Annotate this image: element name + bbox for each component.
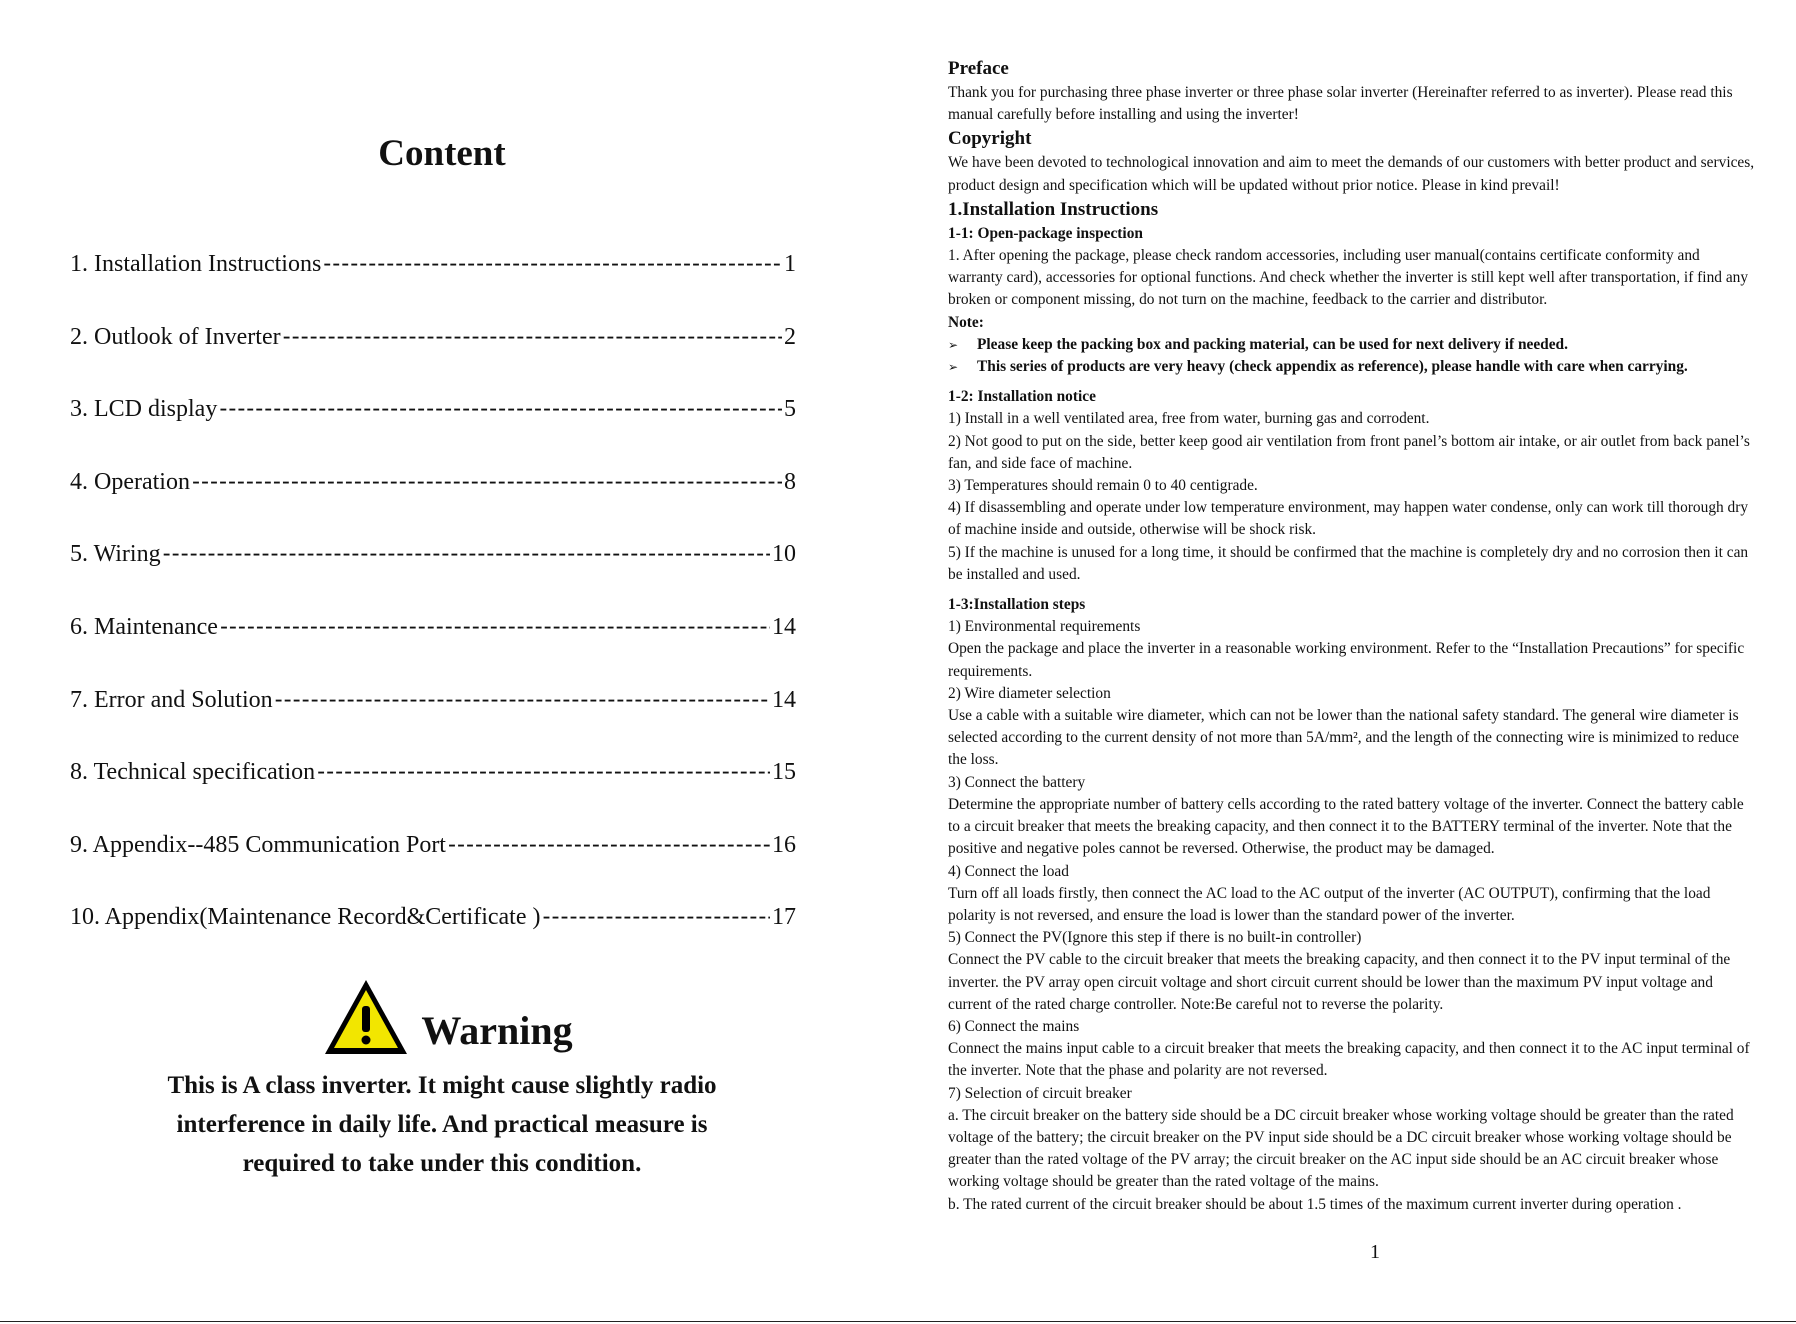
toc-leader [283,323,782,351]
step-item: b. The rated current of the circuit breaker should be about 1.5 times of the maximum current inverter during operation . [948,1195,1682,1213]
toc-entry-page: 16 [772,831,796,858]
open-package-heading: 1-1: Open-package inspection [948,224,1143,242]
step-item: 1) Environmental requirements [948,618,1141,636]
notice-item: 4) If disassembling and operate under low temperature environment, may happen water condense, only can work till thorough dry of machine inside and outside, otherwise will be shock risk. [948,499,1749,539]
spacer [948,378,1758,386]
manual-body [948,56,1758,1216]
toc-entry-label: 1. Installation Instructions [70,251,322,277]
toc-entry[interactable] [70,903,796,976]
copyright-heading: Copyright [948,128,1032,150]
step-item: Connect the mains input cable to a circuit breaker that meets the breaking capacity, and then connect it to the AC input terminal of the inverter. Note that the phase and polarity are not reversed. [948,1040,1750,1080]
step-item: Determine the appropriate number of battery cells according to the rated battery voltage of the inverter. Connect the battery cable to a circuit breaker that meets the breaking capacity, and then connect it to the BATTERY terminal of the inverter. Note that the positive and negative poles cannot be reversed. Otherwise, the product may be damaged. [948,795,1744,858]
toc-entry[interactable] [70,831,796,904]
note-text: Please keep the packing box and packing material, can be used for next delivery if needed. [977,335,1568,353]
toc-entry-label: 5. Wiring [70,541,161,568]
step-item: 4) Connect the load [948,862,1069,880]
note-item [948,334,1758,356]
toc-entry-page: 8 [784,468,796,495]
preface-text: Thank you for purchasing three phase inverter or three phase solar inverter (Hereinafter referred to as inverter). Please read this manual carefully before installing and using the inverter! [948,84,1733,124]
step-item: a. The circuit breaker on the battery side should be a DC circuit breaker whose working voltage should be greater than the rated voltage of the battery; the circuit breaker on the PV input side should be a DC circuit breaker whose working voltage should be greater than the rated voltage of the PV array; the circuit breaker on the AC input side should be an AC circuit breaker whose working voltage should be greater than the rated voltage of the mains. [948,1106,1734,1191]
toc-entry-label: 3. LCD display [70,396,218,423]
toc-leader [192,468,782,496]
toc-entry-page: 14 [772,686,796,713]
note-text: This series of products are very heavy (check appendix as reference), please handle with care when carrying. [977,358,1688,376]
notice-item: 5) If the machine is unused for a long time, it should be confirmed that the machine is completely dry and no corrosion then it can be installed and used. [948,543,1749,583]
toc-entry-label: 4. Operation [70,468,190,495]
toc-entry-label: 6. Maintenance [70,613,218,640]
step-item: 3) Connect the battery [948,773,1086,791]
step-item: 7) Selection of circuit breaker [948,1084,1132,1102]
arrow-bullet-icon: ➢ [948,337,959,352]
toc-entry[interactable] [70,250,796,323]
note-label: Note: [948,313,984,331]
toc-entry[interactable] [70,686,796,759]
warning-box [0,976,884,1183]
toc-entry-page: 1 [784,251,796,277]
installation-steps-heading: 1-3:Installation steps [948,596,1086,614]
toc-leader [275,686,770,714]
toc-entry-page: 14 [772,613,796,640]
toc-entry-label: 10. Appendix(Maintenance Record&Certificate ) [70,904,541,931]
toc-entry-page: 10 [772,541,796,568]
toc-entry-page: 17 [772,904,796,931]
step-item: 6) Connect the mains [948,1017,1080,1035]
page-number: 1 [1370,1241,1380,1263]
toc-entry[interactable] [70,758,796,831]
toc-entry-label: 2. Outlook of Inverter [70,323,281,350]
content-title: Content [378,133,506,174]
toc-entry-page: 15 [772,759,796,786]
preface-heading: Preface [948,58,1009,79]
toc-entry[interactable] [70,395,796,468]
note-item [948,356,1758,378]
step-item: Use a cable with a suitable wire diameter, which can not be lower than the national safety standard. The general wire diameter is selected according to the current density of not more than 5A/mm², and the length of the connecting wire is minimized to reduce the loss. [948,707,1740,769]
toc-entry[interactable] [70,613,796,686]
toc-entry-label: 8. Technical specification [70,759,316,786]
step-item: 5) Connect the PV(Ignore this step if there is no built-in controller) [948,929,1362,947]
toc-leader [317,758,770,786]
spacer [948,586,1758,594]
copyright-text: We have been devoted to technological innovation and aim to meet the demands of our customers with better product and services, product design and specification which will be updated without prior notice. Please in kind prevail! [948,154,1755,194]
warning-line: interference in daily life. And practical measure is [176,1111,708,1138]
installation-heading: 1.Installation Instructions [948,198,1159,220]
toc-entry[interactable] [70,468,796,541]
toc-leader [323,250,782,278]
toc-entry-label: 7. Error and Solution [70,686,273,713]
step-item: Connect the PV cable to the circuit breaker that meets the breaking capacity, and then connect it to the PV input terminal of the inverter. the PV array open circuit voltage and short circuit current should be lower than the maximum PV input voltage and current of the rated charge controller. Note:Be careful not to reverse the polarity. [948,951,1731,1013]
warning-title: Warning [421,1007,573,1053]
table-of-contents [70,250,796,976]
installation-notice-heading: 1-2: Installation notice [948,388,1096,406]
toc-leader [543,903,771,931]
warning-text [0,1066,884,1183]
notice-item: 3) Temperatures should remain 0 to 40 centigrade. [948,477,1258,495]
open-package-text: 1. After opening the package, please check random accessories, including user manual(contains certificate conformity and warranty card), accessories for optional functions. And check whether the inverter is still kept well after transportation, if find any broken or component missing, do not turn on the machine, feedback to the carrier and distributor. [948,247,1749,309]
toc-leader [163,540,770,568]
step-item: 2) Wire diameter selection [948,684,1111,702]
warning-line: This is A class inverter. It might cause slightly radio [167,1072,717,1099]
right-page [900,0,1796,1324]
step-item: Turn off all loads firstly, then connect the AC load to the AC output of the inverter (AC OUTPUT), confirming that the load polarity is not reversed, and ensure the load is lower than the standard power of the inverter. [948,884,1711,924]
toc-leader [220,613,770,641]
warning-triangle-icon [321,976,411,1058]
bottom-divider [0,1321,1796,1322]
toc-leader [219,395,782,423]
warning-line: required to take under this condition. [242,1150,642,1177]
warning-header [0,976,884,1058]
toc-entry-page: 5 [784,396,796,423]
toc-entry-page: 2 [784,323,796,350]
notice-item: 2) Not good to put on the side, better keep good air ventilation from front panel’s bottom air intake, or air outlet from back panel’s fan, and side face of machine. [948,432,1750,472]
arrow-bullet-icon: ➢ [948,360,959,375]
notice-item: 1) Install in a well ventilated area, free from water, burning gas and corrodent. [948,410,1430,428]
toc-entry-label: 9. Appendix--485 Communication Port [70,831,446,858]
toc-entry[interactable] [70,540,796,613]
toc-leader [448,831,770,859]
toc-entry[interactable] [70,323,796,396]
step-item: Open the package and place the inverter in a reasonable working environment. Refer to the “Installation Precautions” for specific requirements. [948,640,1745,680]
